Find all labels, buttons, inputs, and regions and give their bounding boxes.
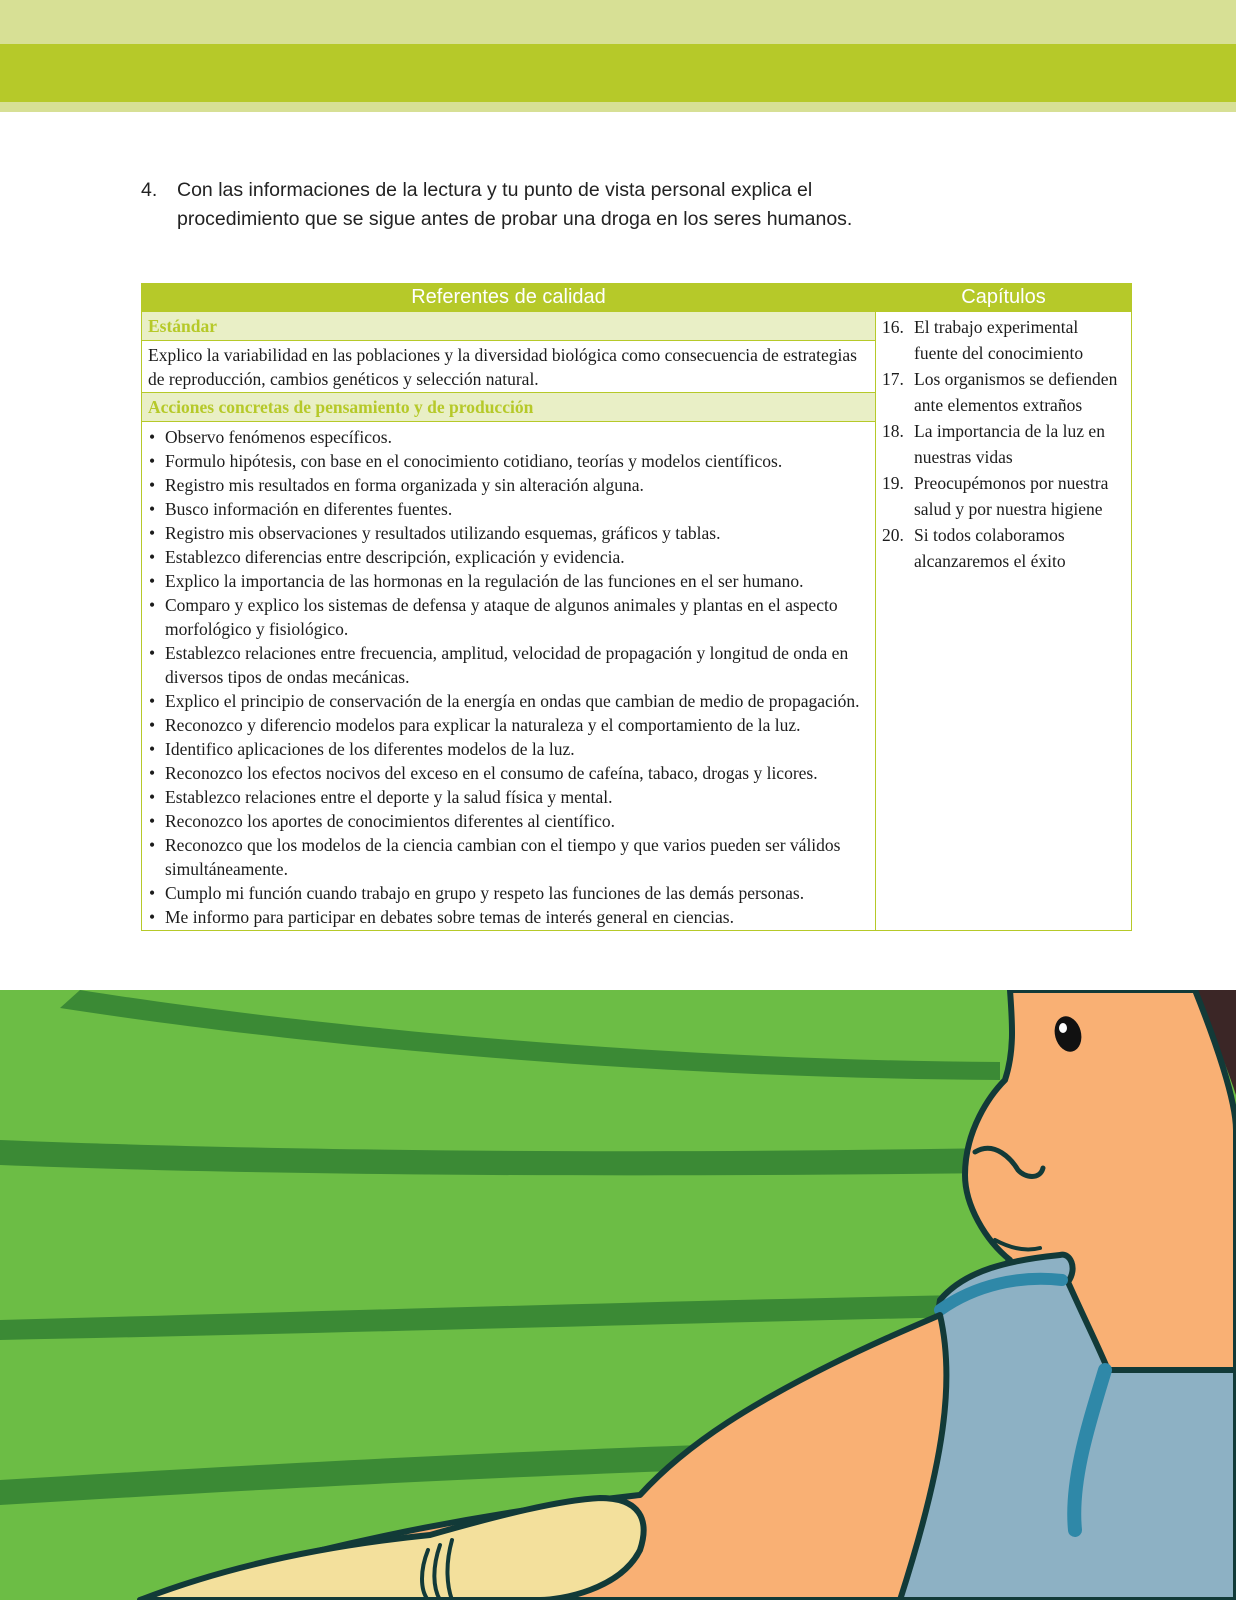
action-item: • Identifico aplicaciones de los diferentes modelos de la luz. [148, 737, 869, 761]
boy-illustration [0, 990, 1236, 1600]
action-item: • Reconozco que los modelos de la ciencia cambian con el tiempo y que varios pueden ser válidos simultáneamente. [148, 833, 869, 881]
question-text: Con las informaciones de la lectura y tu punto de vista personal explica el procedimiento que se sigue antes de probar una droga en los seres humanos. [177, 179, 853, 230]
actions-heading: Acciones concretas de pensamiento y de producción [142, 393, 876, 422]
header-band-green [0, 44, 1236, 102]
action-item: • Cumplo mi función cuando trabajo en grupo y respeto las funciones de las demás personas. [148, 881, 869, 905]
standard-heading: Estándar [142, 312, 876, 341]
action-item: • Registro mis resultados en forma organizada y sin alteración alguna. [148, 473, 869, 497]
action-item: • Establezco relaciones entre frecuencia, amplitud, velocidad de propagación y longitud de onda en diversos tipos de ondas mecánicas. [148, 641, 869, 689]
chapter-number: 17. [882, 369, 904, 389]
header-band-light-lower [0, 102, 1236, 112]
question-4 [141, 176, 921, 234]
chapter-title: El trabajo experimental fuente del conocimiento [914, 317, 1084, 363]
chapter-item [882, 522, 1125, 574]
chapter-item [882, 314, 1125, 366]
action-item: • Me informo para participar en debates sobre temas de interés general en ciencias. [148, 905, 869, 929]
standard-text: Explico la variabilidad en las poblaciones y la diversidad biológica como consecuencia de estrategias de reproducción, cambios genéticos y selección natural. [142, 341, 876, 393]
chapter-item [882, 418, 1125, 470]
chapter-number: 16. [882, 317, 904, 337]
actions-cell [142, 422, 876, 931]
action-item: • Explico el principio de conservación de la energía en ondas que cambian de medio de propagación. [148, 689, 869, 713]
action-item: • Establezco relaciones entre el deporte y la salud física y mental. [148, 785, 869, 809]
action-item: • Comparo y explico los sistemas de defensa y ataque de algunos animales y plantas en el aspecto morfológico y fisiológico. [148, 593, 869, 641]
action-item: • Establezco diferencias entre descripción, explicación y evidencia. [148, 545, 869, 569]
quality-references-table [141, 283, 1132, 931]
question-number: 4. [141, 179, 158, 201]
chapters-cell [876, 312, 1132, 931]
action-item: • Reconozco los aportes de conocimientos diferentes al científico. [148, 809, 869, 833]
action-item: • Registro mis observaciones y resultados utilizando esquemas, gráficos y tablas. [148, 521, 869, 545]
chapter-title: Preocupémonos por nuestra salud y por nuestra higiene [914, 473, 1109, 519]
chapter-item [882, 470, 1125, 522]
chapter-title: Los organismos se defienden ante elementos extraños [914, 369, 1118, 415]
chapters-list [882, 314, 1125, 574]
eye-highlight [1059, 1023, 1067, 1033]
chapter-number: 18. [882, 421, 904, 441]
action-item: • Busco información en diferentes fuentes. [148, 497, 869, 521]
action-item: • Formulo hipótesis, con base en el conocimiento cotidiano, teorías y modelos científicos. [148, 449, 869, 473]
chapter-item [882, 366, 1125, 418]
chapter-title: Si todos colaboramos alcanzaremos el éxito [914, 525, 1066, 571]
chapter-title: La importancia de la luz en nuestras vidas [914, 421, 1105, 467]
action-item: • Observo fenómenos específicos. [148, 425, 869, 449]
table-header-row [142, 284, 1132, 312]
chapter-number: 20. [882, 525, 904, 545]
actions-list [148, 425, 869, 929]
header-capitulos: Capítulos [876, 284, 1132, 312]
action-item: • Reconozco los efectos nocivos del exceso en el consumo de cafeína, tabaco, drogas y licores. [148, 761, 869, 785]
header-band-light [0, 0, 1236, 44]
action-item: • Explico la importancia de las hormonas en la regulación de las funciones en el ser humano. [148, 569, 869, 593]
chapter-number: 19. [882, 473, 904, 493]
action-item: • Reconozco y diferencio modelos para explicar la naturaleza y el comportamiento de la luz. [148, 713, 869, 737]
standard-heading-row [142, 312, 1132, 341]
header-referentes: Referentes de calidad [142, 284, 876, 312]
